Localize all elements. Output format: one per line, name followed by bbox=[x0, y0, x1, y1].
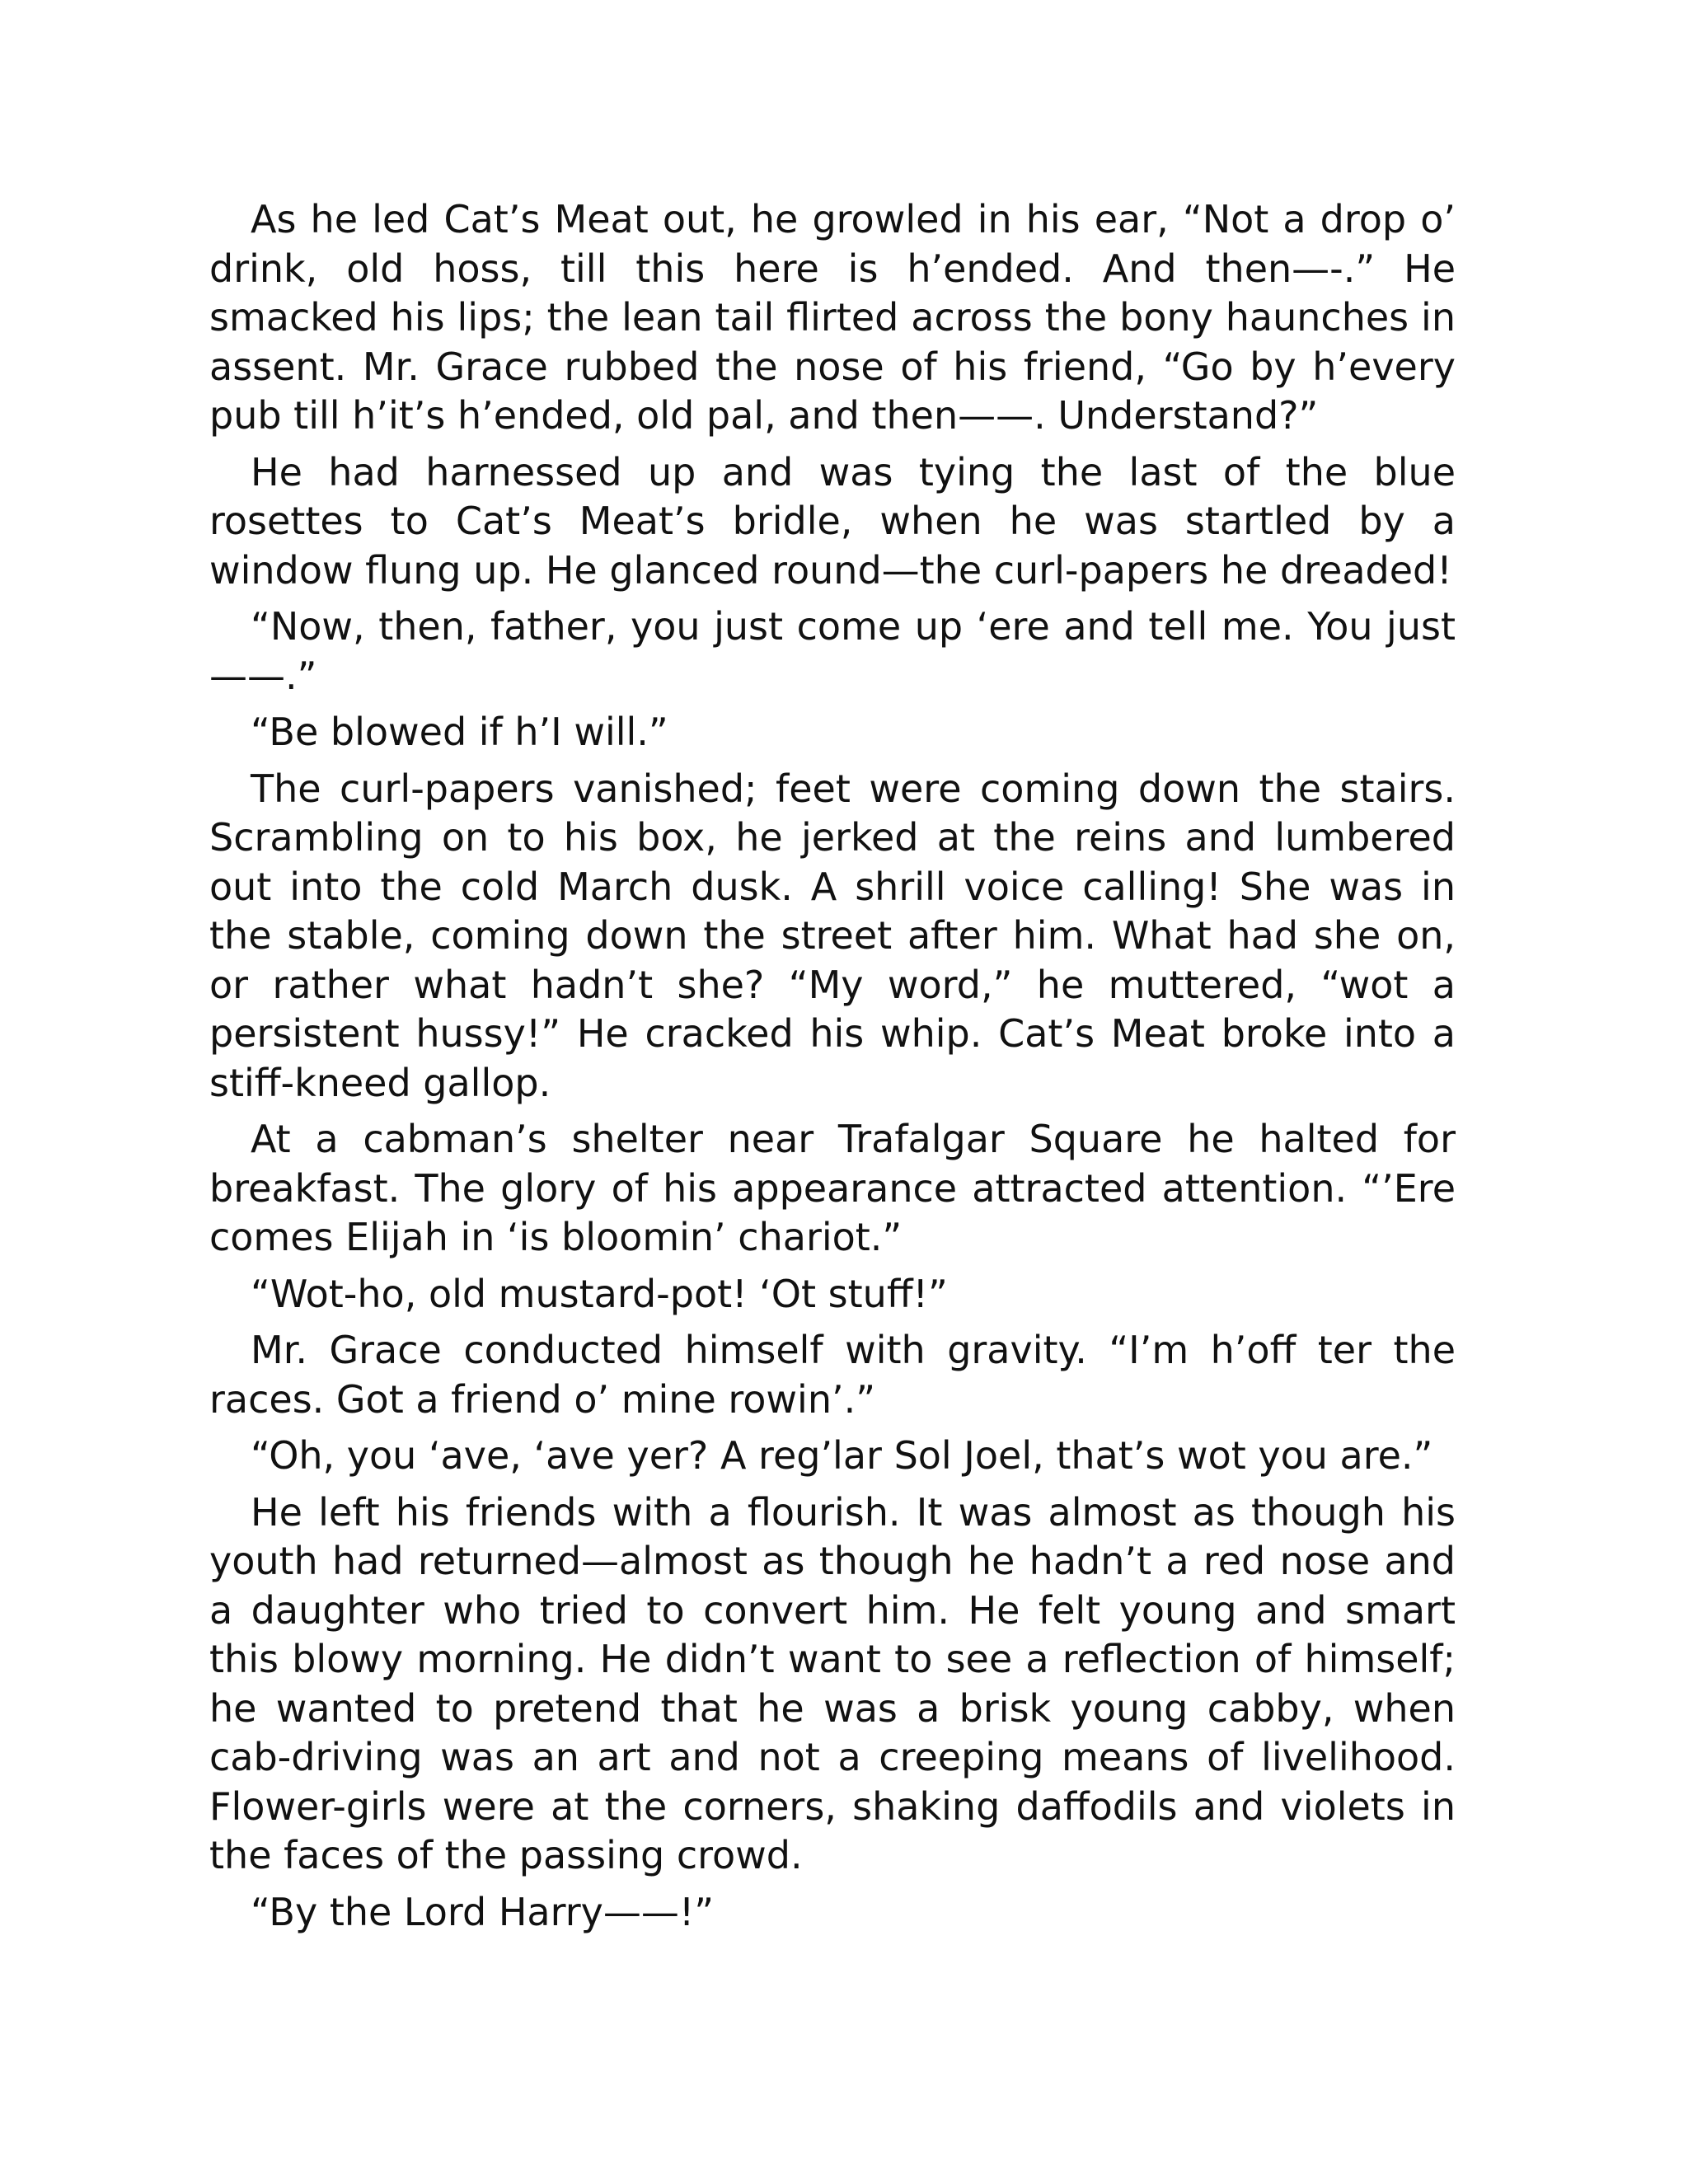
paragraph: “Now, then, father, you just come up ‘ere and tell me. You just ——.” bbox=[209, 604, 1456, 698]
page-body bbox=[209, 195, 1456, 1944]
paragraph: He had harnessed up and was tying the last of the blue rosettes to Cat’s Meat’s bridle, when he was startled by a window flung up. He glanced round—the curl-papers he dreaded! bbox=[209, 449, 1456, 593]
paragraph: Mr. Grace conducted himself with gravity. “I’m h’off ter the races. Got a friend o’ mine rowin’.” bbox=[209, 1328, 1456, 1422]
paragraph: “By the Lord Harry——!” bbox=[251, 1889, 715, 1934]
paragraph: As he led Cat’s Meat out, he growled in his ear, “Not a drop o’ drink, old hoss, till this here is h’ended. And then—-.” He smacked his lips; the lean tail flirted across the bony haunches in assent. Mr. Grace rubbed the nose of his friend, “Go by h’every pub till h’it’s h’ended, old pal, and then——. Understand?” bbox=[209, 197, 1456, 438]
paragraph: “Oh, you ‘ave, ‘ave yer? A reg’lar Sol Joel, that’s wot you are.” bbox=[251, 1433, 1433, 1478]
paragraph: At a cabman’s shelter near Trafalgar Square he halted for breakfast. The glory of his appearance attracted attention. “’Ere comes Elijah in ‘is bloomin’ chariot.” bbox=[209, 1117, 1456, 1259]
paragraph: He left his friends with a flourish. It was almost as though his youth had returned—almost as though he hadn’t a red nose and a daughter who tried to convert him. He felt young and smart this blowy morning. He didn’t want to see a reflection of himself; he wanted to pretend that he was a brisk young cabby, when cab-driving was an art and not a creeping means of livelihood. Flower-girls were at the corners, shaking daffodils and violets in the faces of the passing crowd. bbox=[209, 1489, 1456, 1877]
paragraph: “Be blowed if h’I will.” bbox=[251, 710, 668, 754]
paragraph: The curl-papers vanished; feet were coming down the stairs. Scrambling on to his box, he jerked at the reins and lumbered out into the cold March dusk. A shrill voice calling! She was in the stable, coming down the street after him. What had she on, or rather what hadn’t she? “My word,” he muttered, “wot a persistent hussy!” He cracked his whip. Cat’s Meat broke into a stiff-kneed gallop. bbox=[209, 766, 1456, 1105]
paragraph: “Wot-ho, old mustard-pot! ‘Ot stuff!” bbox=[251, 1271, 948, 1316]
